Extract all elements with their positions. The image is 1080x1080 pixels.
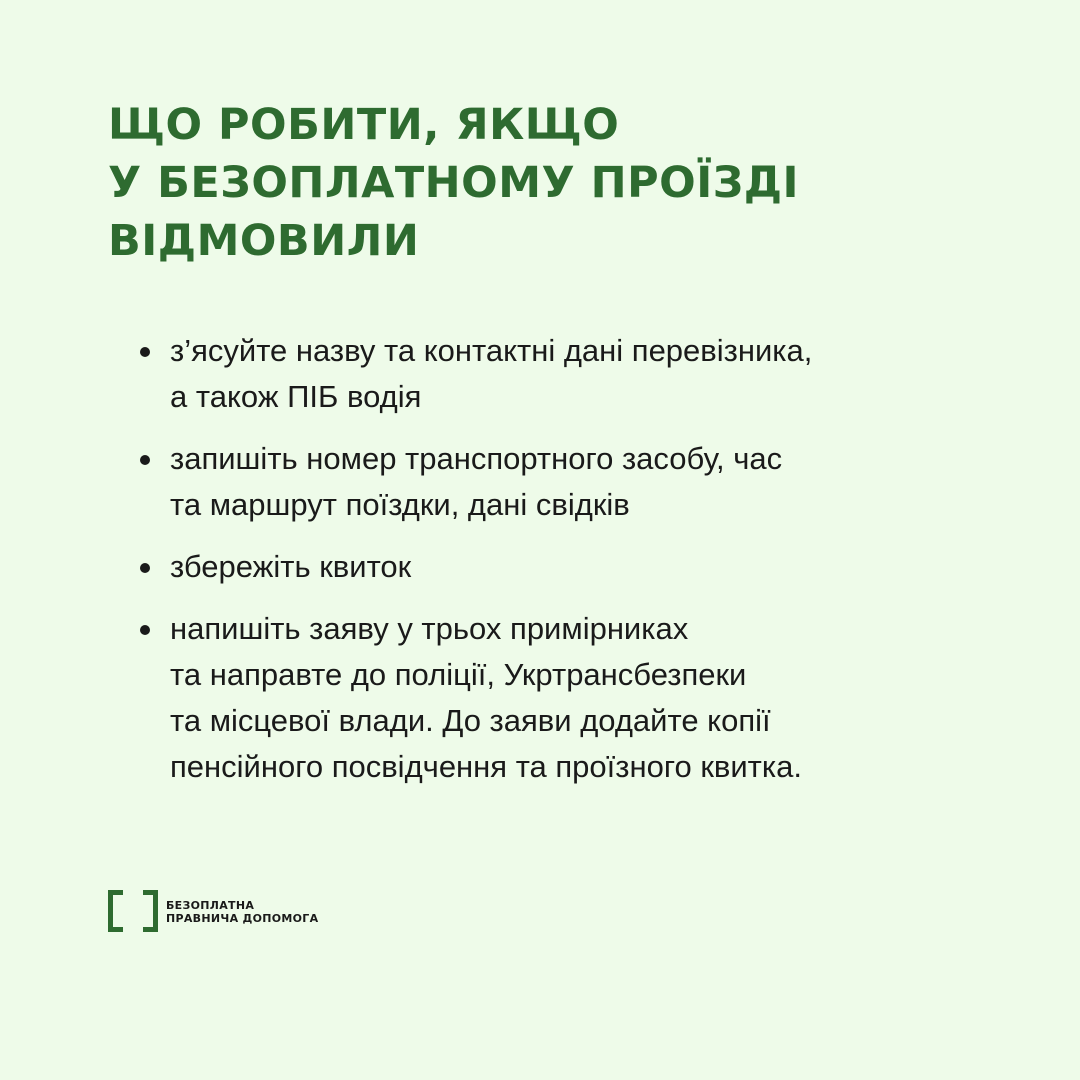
list-item-text: напишіть заяву у трьох примірниках (170, 611, 689, 646)
organization-logo (108, 890, 318, 934)
list-item-text: а також ПІБ водія (170, 379, 422, 414)
title-line-3: ВІДМОВИЛИ (108, 216, 420, 266)
list-item-text: та маршрут поїздки, дані свідків (170, 487, 630, 522)
list-item-text: запишіть номер транспортного засобу, час (170, 441, 783, 476)
title-line-2: У БЕЗОПЛАТНОМУ ПРОЇЗДІ (108, 158, 800, 208)
list-item-text: збережіть квиток (170, 549, 412, 584)
list-item-text: та направте до поліції, Укртрансбезпеки (170, 657, 747, 692)
bullet-dot-icon (140, 625, 150, 635)
bullet-dot-icon (140, 347, 150, 357)
bullet-dot-icon (140, 455, 150, 465)
list-item-text: з’ясуйте назву та контактні дані перевізника, (170, 333, 813, 368)
list-item (138, 606, 1038, 790)
left-bracket-icon (108, 890, 123, 932)
advice-list (138, 328, 1038, 806)
list-item (138, 544, 1038, 590)
list-item-text: пенсійного посвідчення та проїзного квитка. (170, 749, 802, 784)
right-bracket-icon (143, 890, 158, 932)
list-item (138, 436, 1038, 528)
brackets-logo-icon (108, 890, 158, 934)
list-item-text: та місцевої влади. До заяви додайте копії (170, 703, 771, 738)
logo-wordmark (166, 899, 318, 925)
page-title (108, 96, 799, 270)
bullet-dot-icon (140, 563, 150, 573)
list-item (138, 328, 1038, 420)
logo-text-line-1: БЕЗОПЛАТНА (166, 899, 255, 912)
title-line-1: ЩО РОБИТИ, ЯКЩО (108, 100, 620, 150)
logo-text-line-2: ПРАВНИЧА ДОПОМОГА (166, 912, 319, 925)
